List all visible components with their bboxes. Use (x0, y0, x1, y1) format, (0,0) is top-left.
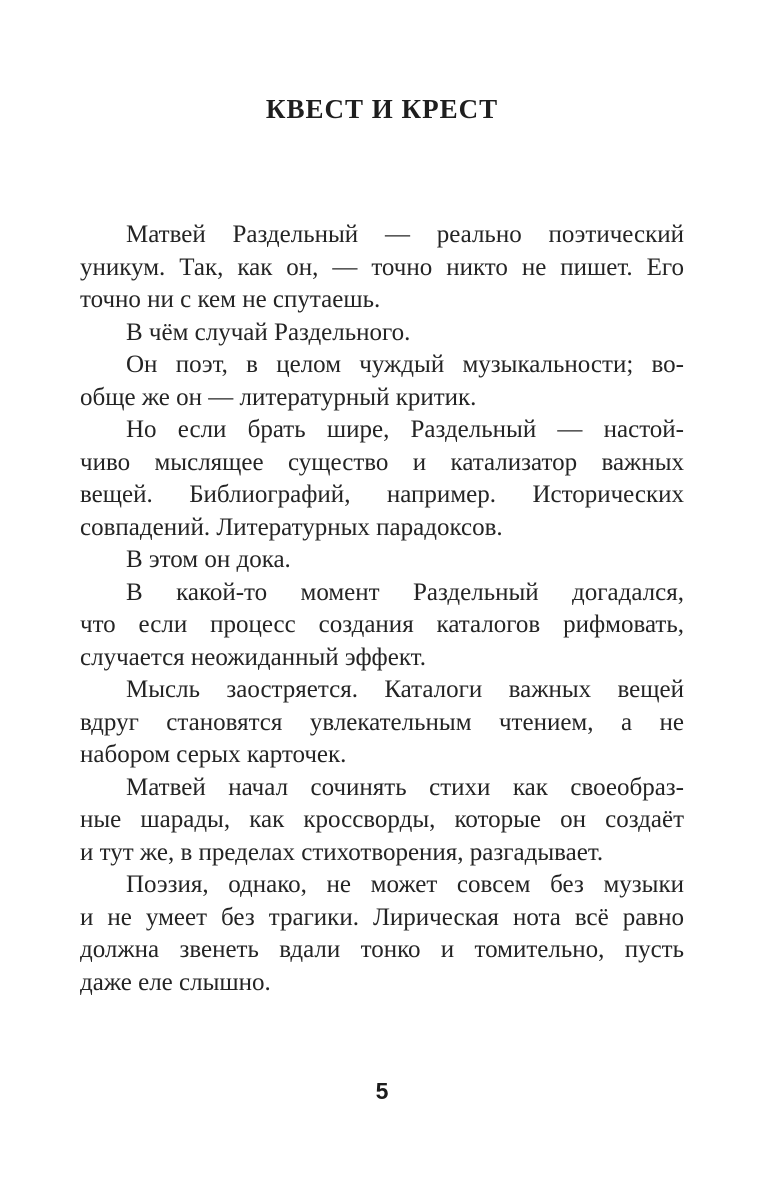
text-line: и не умеет без трагики. Лирическая нота всё равно (80, 903, 684, 931)
text-line: Он поэт, в целом чуждый музыкальности; во- (126, 351, 684, 378)
text-line: Но если брать шире, Раздельный — настой- (126, 416, 684, 443)
paragraph (80, 219, 684, 317)
text-line: Матвей Раздельный — реально поэтический (126, 221, 684, 248)
text-line: уникум. Так, как он, — точно никто не пишет. Его (80, 253, 684, 281)
text-line: Поэзия, однако, не может совсем без музыки (126, 871, 684, 898)
text-line: даже еле слышно. (80, 968, 271, 996)
body-text (80, 219, 684, 999)
text-line: совпадений. Литературных парадоксов. (80, 513, 503, 541)
text-line: Мысль заостряется. Каталоги важных вещей (126, 676, 684, 703)
text-line: Матвей начал сочинять стихи как своеобраз- (126, 773, 684, 801)
paragraph (80, 544, 684, 577)
paragraph (80, 414, 684, 544)
paragraph (80, 349, 684, 414)
paragraph (80, 869, 684, 999)
text-line: обще же он — литературный критик. (80, 383, 477, 411)
paragraph (80, 577, 684, 675)
text-line: должна звенеть вдали тонко и томительно, пусть (80, 936, 684, 963)
text-line: чиво мыслящее существо и катализатор важных (80, 448, 684, 476)
text-line: В этом он дока. (126, 546, 291, 573)
paragraph (80, 772, 684, 870)
paragraph (80, 674, 684, 772)
page-footer (0, 1078, 764, 1105)
page-number: 5 (375, 1078, 389, 1104)
text-line: точно ни с кем не спутаешь. (80, 286, 381, 313)
text-line: В чём случай Раздельного. (126, 318, 411, 346)
text-line: ные шарады, как кроссворды, которые он создаёт (80, 806, 684, 833)
text-line: вдруг становятся увлекательным чтением, а не (80, 708, 684, 736)
text-line: случается неожиданный эффект. (80, 643, 426, 671)
text-line: что если процесс создания каталогов рифмовать, (80, 611, 684, 638)
text-line: В какой-то момент Раздельный догадался, (126, 578, 684, 606)
chapter-title: КВЕСТ И КРЕСТ (265, 94, 499, 124)
paragraph (80, 317, 684, 350)
text-line: и тут же, в пределах стихотворения, разгадывает. (80, 838, 604, 866)
text-line: набором серых карточек. (80, 741, 347, 768)
text-line: вещей. Библиографий, например. Исторических (80, 481, 684, 508)
